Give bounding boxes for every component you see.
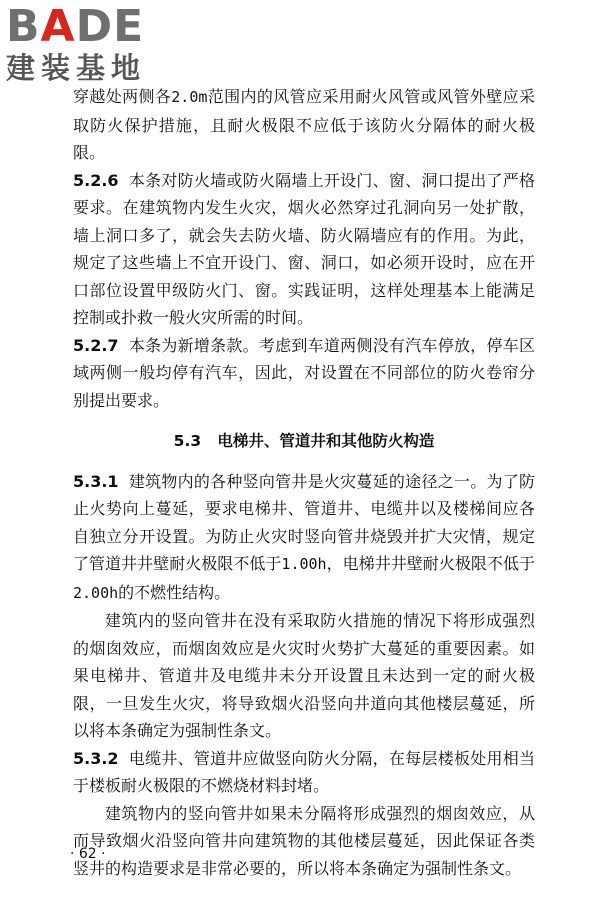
page-number: · 62 ·	[70, 846, 106, 862]
clause-5-2-7: 5.2.7 本条为新增条款。考虑到车道两侧没有汽车停放，停车区域两侧一般均停有汽车，因此，对设置在不同部位的防火卷帘分别提出要求。	[73, 335, 535, 410]
clause-5-3-1: 5.3.1 建筑物内的各种竖向管井是火灾蔓延的途径之一。为了防止火势向上蔓延，要求电梯井、管道井、电缆井以及楼梯间应各自独立分开设置。为防止火灾时竖向管井烧毁并扩大灾情，规定了管道井井壁耐火极限不低于1.00h，电梯井井壁耐火极限不低于2.00h的不燃性结构。	[73, 471, 535, 602]
logo-chinese-text: 建装基地	[6, 51, 147, 85]
clause-number: 5.3.2	[73, 748, 119, 768]
document-body	[73, 83, 535, 882]
brand-logo	[6, 1, 176, 85]
clause-number: 5.2.6	[73, 170, 119, 190]
clause-5-3-2: 5.3.2 电缆井、管道井应做竖向防火分隔，在每层楼板处用相当于楼板耐火极限的不燃烧材料封堵。	[73, 748, 535, 795]
intro-paragraph: 穿越处两侧各2.0m范围内的风管应采用耐火风管或风管外壁应采取防火保护措施，且耐火极限不应低于该防火分隔体的耐火极限。	[73, 87, 535, 162]
clause-5-3-1-explanation: 建筑内的竖向管井在没有采取防火措施的情况下将形成强烈的烟囱效应，而烟囱效应是火灾时火势扩大蔓延的重要因素。如果电梯井、管道井及电缆井未分开设置且未达到一定的耐火极限，一旦发生火灾，将导致烟火沿竖向井道向其他楼层蔓延，所以将本条确定为强制性条文。	[73, 611, 535, 740]
clause-number: 5.2.7	[73, 335, 119, 355]
section-heading: 5.3 电梯井、管道井和其他防火构造	[173, 432, 435, 450]
clause-5-3-2-explanation: 建筑物内的竖向管井如果未分隔将形成强烈的烟囱效应，从而导致烟火沿竖向管井向建筑物的其他楼层蔓延，因此保证各类竖井的构造要求是非常必要的，所以将本条确定为强制性条文。	[73, 803, 535, 878]
logo-wordmark: BADE	[6, 1, 145, 52]
clause-5-2-6: 5.2.6 本条对防火墙或防火隔墙上开设门、窗、洞口提出了严格要求。在建筑物内发生火灾，烟火必然穿过孔洞向另一处扩散，墙上洞口多了，就会失去防火墙、防火隔墙应有的作用。为此，规定了这些墙上不宜开设门、窗、洞口，如必须开设时，应在开口部位设置甲级防火门、窗。实践证明，这样处理基本上能满足控制或扑救一般火灾所需的时间。	[73, 170, 535, 327]
clause-number: 5.3.1	[73, 471, 119, 491]
